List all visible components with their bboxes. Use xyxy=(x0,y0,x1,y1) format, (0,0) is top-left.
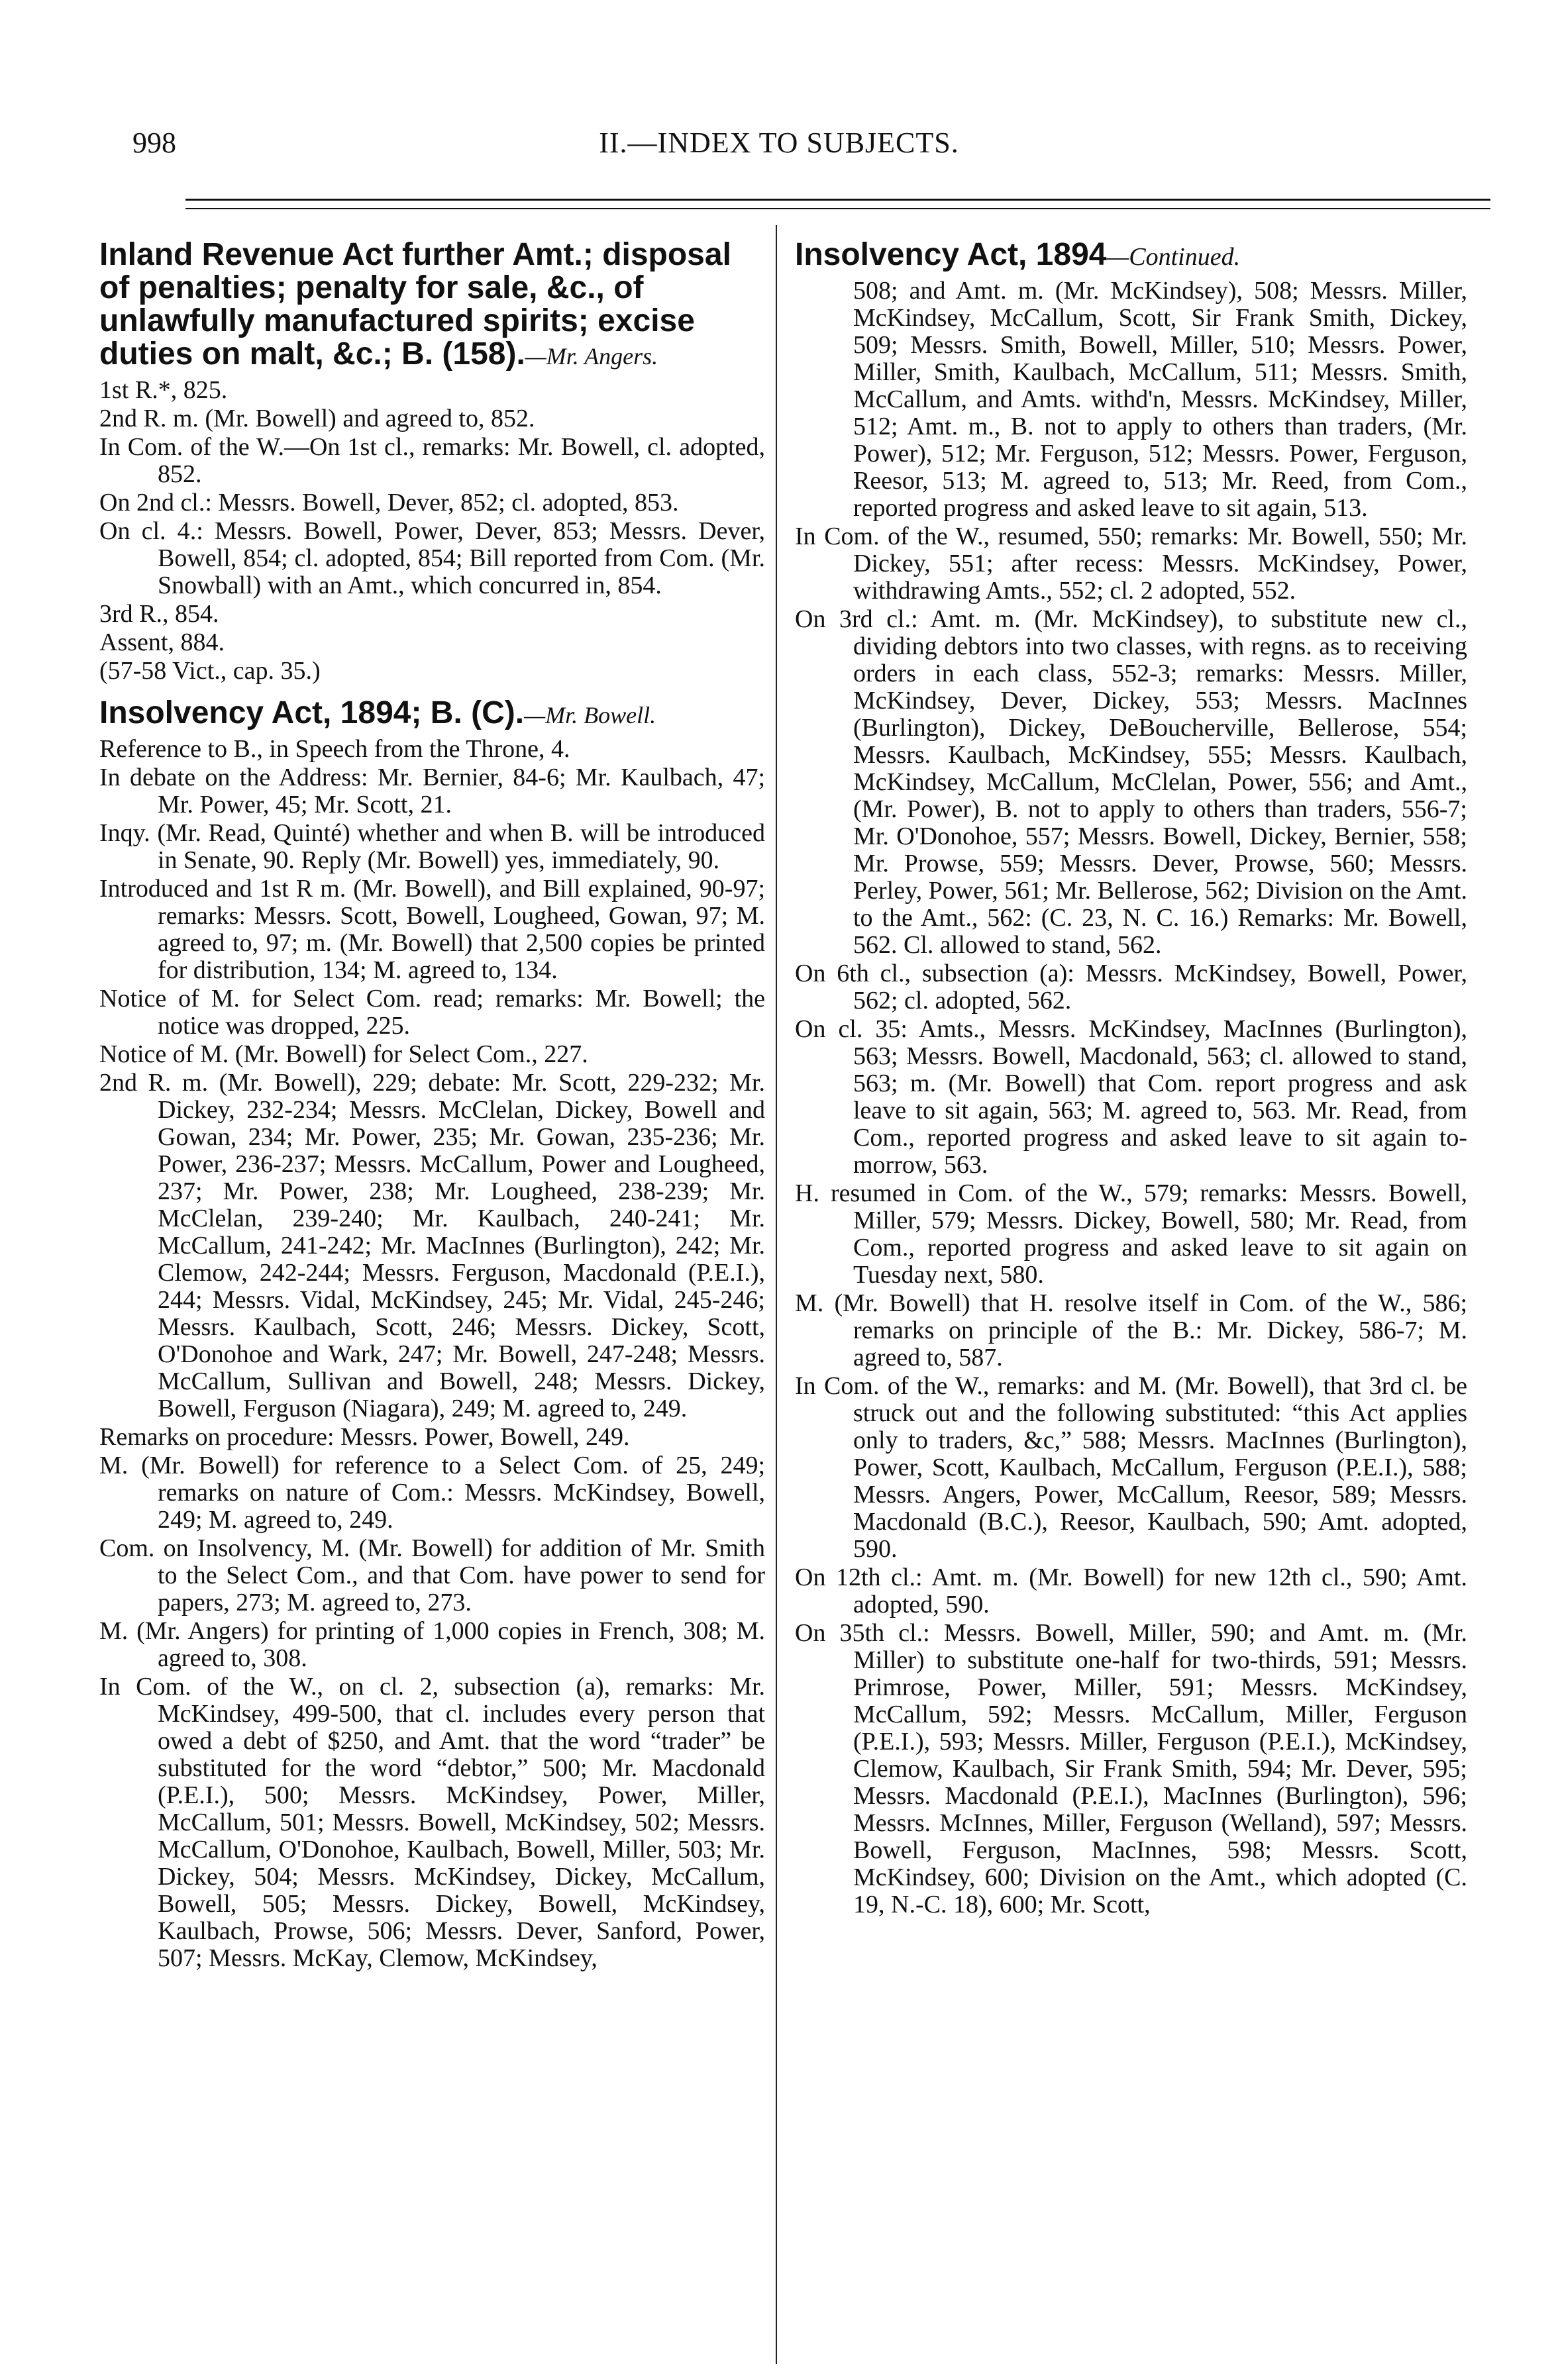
index-entry: In Com. of the W., resumed, 550; remarks: Mr. Bowell, 550; Mr. Dickey, 551; after recess: Messrs. McKindsey, Power, withdrawing Amts., 552; cl. 2 adopted, 552. xyxy=(795,522,1467,605)
continued-entry: 508; and Amt. m. (Mr. McKindsey), 508; Messrs. Miller, McKindsey, McCallum, Scott, Sir Frank Smith, Dickey, 509; Messrs. Smith, Bowell, Miller, 510; Messrs. Power, Miller, Smith, Kaulbach, McCallum, 511; Messrs. Smith, McCallum, and Amts. withd'n, Messrs. McKindsey, Miller, 512; Amt. m., B. not to apply to others than traders, (Mr. Power), 512; Mr. Ferguson, 512; Messrs. Power, Ferguson, Reesor, 513; M. agreed to, 513; Mr. Reed, from Com., reported progress and asked leave to sit again, 513. xyxy=(853,277,1467,522)
index-entry: M. (Mr. Bowell) that H. resolve itself in Com. of the W., 586; remarks on principle of the B.: Mr. Dickey, 586-7; M. agreed to, 587. xyxy=(795,1289,1467,1371)
index-entry: In Com. of the W., on cl. 2, subsection (a), remarks: Mr. McKindsey, 499-500, that cl. includes every person that owed a debt of $250, and Amt. that the word “trader” be substituted for the word “debtor,” 500; Mr. Macdonald (P.E.I.), 500; Messrs. McKindsey, Power, Miller, McCallum, 501; Messrs. Bowell, McKindsey, 502; Messrs. McCallum, O'Donohoe, Kaulbach, Bowell, Miller, 503; Mr. Dickey, 504; Messrs. McKindsey, Dickey, McCallum, Bowell, 505; Messrs. Dickey, Bowell, McKindsey, Kaulbach, Prowse, 506; Messrs. Dever, Sanford, Power, 507; Messrs. McKay, Clemow, McKindsey, xyxy=(99,1673,765,1972)
index-entry: Introduced and 1st R m. (Mr. Bowell), and Bill explained, 90-97; remarks: Messrs. Scott, Bowell, Lougheed, Gowan, 97; M. agreed to, 97; m. (Mr. Bowell) that 2,500 copies be printed for distribution, 134; M. agreed to, 134. xyxy=(99,875,765,984)
page-number: 998 xyxy=(132,126,176,159)
heading-introducer: —Mr. Angers. xyxy=(525,343,658,370)
index-entry: Notice of M. for Select Com. read; remarks: Mr. Bowell; the notice was dropped, 225. xyxy=(99,985,765,1040)
index-entry: Com. on Insolvency, M. (Mr. Bowell) for addition of Mr. Smith to the Select Com., and that Com. have power to send for papers, 273; M. agreed to, 273. xyxy=(99,1534,765,1616)
index-entry: In Com. of the W.—On 1st cl., remarks: Mr. Bowell, cl. adopted, 852. xyxy=(99,433,765,488)
heading-introducer: —Mr. Bowell. xyxy=(524,702,656,728)
entry-list xyxy=(99,377,765,685)
heading-text: Inland Revenue Act further Amt.; disposal of penalties; penalty for sale, &c., of unlawfully manufactured spirits; excise duties on malt, &c.; B. (158). xyxy=(99,237,731,372)
header-rule-top xyxy=(185,199,1490,201)
index-entry: On 3rd cl.: Amt. m. (Mr. McKindsey), to substitute new cl., dividing debtors into two classes, with regns. as to receiving orders in each class, 552-3; remarks: Messrs. Miller, McKindsey, Dever, Dickey, 553; Messrs. MacInnes (Burlington), Dickey, DeBoucherville, Bellerose, 554; Messrs. Kaulbach, McKindsey, 555; Messrs. Kaulbach, McKindsey, McCallum, McClelan, Power, 556; and Amt., (Mr. Power), B. not to apply to others than traders, 556-7; Mr. O'Donohoe, 557; Messrs. Bowell, Dickey, Bernier, 558; Mr. Prowse, 559; Messrs. Dever, Prowse, 560; Messrs. Perley, Power, 561; Mr. Bellerose, 562; Division on the Amt. to the Amt., 562: (C. 23, N. C. 16.) Remarks: Mr. Bowell, 562. Cl. allowed to stand, 562. xyxy=(795,605,1467,959)
column-divider xyxy=(776,225,777,2364)
index-entry: Reference to B., in Speech from the Throne, 4. xyxy=(99,735,570,763)
index-entry: In debate on the Address: Mr. Bernier, 84-6; Mr. Kaulbach, 47; Mr. Power, 45; Mr. Scott, 21. xyxy=(99,764,765,818)
entry-list xyxy=(795,523,1467,1918)
index-heading-insolvency xyxy=(99,697,765,732)
index-entry: On cl. 4.: Messrs. Bowell, Power, Dever, 853; Messrs. Dever, Bowell, 854; cl. adopted, 854; Bill reported from Com. (Mr. Snowball) with an Amt., which concurred in, 854. xyxy=(99,517,765,599)
index-entry: On 35th cl.: Messrs. Bowell, Miller, 590; and Amt. m. (Mr. Miller) to substitute one-half for two-thirds, 591; Messrs. Primrose, Power, Miller, 591; Messrs. McKindsey, McCallum, 592; Messrs. McCallum, Miller, Ferguson (P.E.I.), 593; Messrs. Miller, Ferguson (P.E.I.), McKindsey, Clemow, Kaulbach, Sir Frank Smith, 594; Mr. Dever, 595; Messrs. Macdonald (P.E.I.), MacInnes (Burlington), 596; Messrs. McInnes, Miller, Ferguson (Welland), 597; Messrs. Bowell, Ferguson, MacInnes, 598; Messrs. Scott, McKindsey, 600; Division on the Amt., which adopted (C. 19, N.-C. 18), 600; Mr. Scott, xyxy=(795,1619,1467,1918)
index-entry: Notice of M. (Mr. Bowell) for Select Com., 227. xyxy=(99,1040,588,1068)
left-column xyxy=(99,238,765,1973)
index-entry: On 12th cl.: Amt. m. (Mr. Bowell) for new 12th cl., 590; Amt. adopted, 590. xyxy=(795,1563,1467,1618)
index-entry: H. resumed in Com. of the W., 579; remarks: Messrs. Bowell, Miller, 579; Messrs. Dickey, Bowell, 580; Mr. Read, from Com., reported progress and asked leave to sit again on Tuesday next, 580. xyxy=(795,1179,1467,1289)
heading-text: Insolvency Act, 1894; B. (C). xyxy=(99,695,525,730)
heading-text: Insolvency Act, 1894 xyxy=(795,237,1107,272)
entry-list xyxy=(99,736,765,1972)
continued-label: —Continued. xyxy=(1106,243,1241,271)
index-entry: 2nd R. m. (Mr. Bowell), 229; debate: Mr. Scott, 229-232; Mr. Dickey, 232-234; Messrs. McClelan, Dickey, Bowell and Gowan, 234; Mr. Power, 235; Mr. Gowan, 235-236; Mr. Power, 236-237; Messrs. McCallum, Power and Lougheed, 237; Mr. Power, 238; Mr. Lougheed, 238-239; Mr. McClelan, 239-240; Mr. Kaulbach, 240-241; Mr. McCallum, 241-242; Mr. MacInnes (Burlington), 242; Mr. Clemow, 242-244; Messrs. Ferguson, Macdonald (P.E.I.), 244; Messrs. Vidal, McKindsey, 245; Mr. Vidal, 245-246; Messrs. Kaulbach, Scott, 246; Messrs. Dickey, Scott, O'Donohoe and Wark, 247; Mr. Bowell, 247-248; Messrs. McCallum, Sullivan and Bowell, 248; Messrs. Dickey, Bowell, Ferguson (Niagara), 249; M. agreed to, 249. xyxy=(99,1069,765,1422)
index-entry: 1st R.*, 825. xyxy=(99,376,228,404)
header-rule-bottom xyxy=(185,208,1490,209)
index-heading-insolvency-continued xyxy=(795,238,1467,273)
index-heading-inland-revenue xyxy=(99,238,765,373)
index-entry: On cl. 35: Amts., Messrs. McKindsey, MacInnes (Burlington), 563; Messrs. Bowell, Macdonald, 563; cl. allowed to stand, 563; m. (Mr. Bowell) that Com. report progress and ask leave to sit again, 563; M. agreed to, 563. Mr. Read, from Com., reported progress and asked leave to sit again to-morrow, 563. xyxy=(795,1015,1467,1179)
index-entry: Assent, 884. xyxy=(99,628,225,656)
index-entry: M. (Mr. Bowell) for reference to a Select Com. of 25, 249; remarks on nature of Com.: Messrs. McKindsey, Bowell, 249; M. agreed to, 249. xyxy=(99,1452,765,1534)
index-entry: On 2nd cl.: Messrs. Bowell, Dever, 852; cl. adopted, 853. xyxy=(99,489,679,517)
index-entry: In Com. of the W., remarks: and M. (Mr. Bowell), that 3rd cl. be struck out and the following substituted: “this Act applies only to traders, &c,” 588; Messrs. MacInnes (Burlington), Power, Scott, Kaulbach, McCallum, Ferguson (P.E.I.), 588; Messrs. Angers, Power, McCallum, Reesor, 589; Messrs. Macdonald (B.C.), Reesor, Kaulbach, 590; Amt. adopted, 590. xyxy=(795,1372,1467,1563)
index-entry: 2nd R. m. (Mr. Bowell) and agreed to, 852. xyxy=(99,405,535,432)
running-head: II.—INDEX TO SUBJECTS. xyxy=(599,126,959,159)
index-entry: M. (Mr. Angers) for printing of 1,000 copies in French, 308; M. agreed to, 308. xyxy=(99,1617,765,1672)
index-entry: 3rd R., 854. xyxy=(99,600,219,628)
index-entry: On 6th cl., subsection (a): Messrs. McKindsey, Bowell, Power, 562; cl. adopted, 562. xyxy=(795,960,1467,1015)
index-entry: (57-58 Vict., cap. 35.) xyxy=(99,657,321,685)
right-column xyxy=(795,238,1467,1920)
index-entry: Inqy. (Mr. Read, Quinté) whether and when B. will be introduced in Senate, 90. Reply (Mr. Bowell) yes, immediately, 90. xyxy=(99,819,765,874)
index-entry: Remarks on procedure: Messrs. Power, Bowell, 249. xyxy=(99,1423,630,1451)
